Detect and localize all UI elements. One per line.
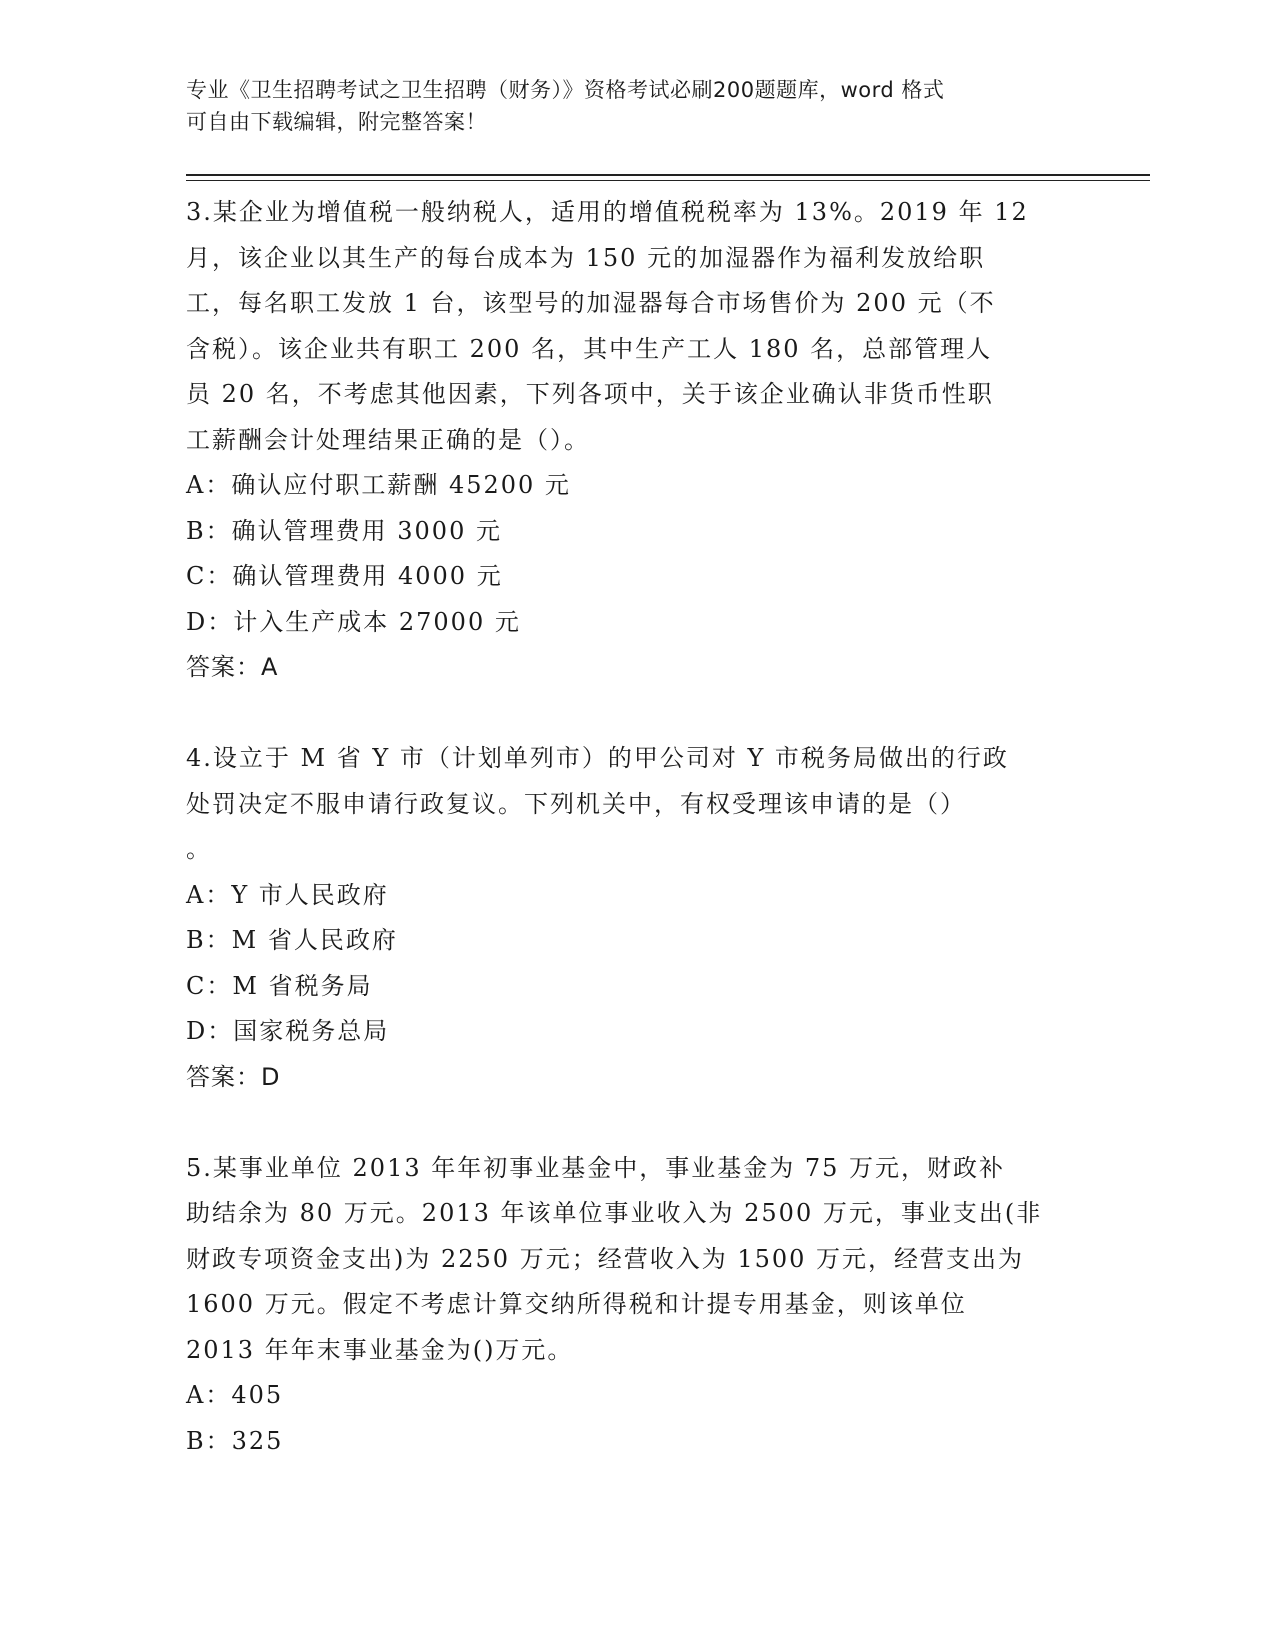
document-header [186, 74, 1066, 138]
option-a: A：405 [186, 1381, 284, 1409]
header-divider-thick [186, 174, 1150, 176]
question-text-line: 工，每名职工发放 1 台，该型号的加湿器每合市场售价为 200 元（不 [186, 289, 996, 317]
question-text-line: 含税）。该企业共有职工 200 名，其中生产工人 180 名，总部管理人 [186, 334, 993, 363]
option-b: B：M 省人民政府 [186, 926, 398, 954]
answer-label: 答案：A [186, 653, 279, 681]
question-text-line: 助结余为 80 万元。2013 年该单位事业收入为 2500 万元，事业支出(非 [186, 1199, 1043, 1227]
answer-label: 答案：D [186, 1062, 281, 1091]
option-a: A：Y 市人民政府 [186, 880, 389, 909]
question-text-line: 4.设立于 M 省 Y 市（计划单列市）的甲公司对 Y 市税务局做出的行政 [186, 744, 1009, 772]
question-text-line: 处罚决定不服申请行政复议。下列机关中，有权受理该申请的是（） [186, 789, 966, 818]
question-text-line: 1600 万元。假定不考虑计算交纳所得税和计提专用基金，则该单位 [186, 1290, 967, 1318]
question-text-line: 。 [186, 835, 212, 863]
question-text-line: 3.某企业为增值税一般纳税人，适用的增值税税率为 13%。2019 年 12 [186, 198, 1029, 226]
header-divider-thin [186, 180, 1150, 181]
question-text-line: 员 20 名，不考虑其他因素，下列各项中，关于该企业确认非货币性职 [186, 380, 994, 408]
question-text-line: 5.某事业单位 2013 年年初事业基金中，事业基金为 75 万元，财政补 [186, 1153, 1006, 1182]
question-text-line: 财政专项资金支出)为 2250 万元；经营收入为 1500 万元，经营支出为 [186, 1244, 1025, 1273]
question-text-line: 工薪酬会计处理结果正确的是（）。 [186, 425, 590, 454]
option-d: D：计入生产成本 27000 元 [186, 607, 521, 636]
question-spacer [186, 1100, 1086, 1146]
header-line-1: 专业《卫生招聘考试之卫生招聘（财务）》资格考试必刷200题题库，word 格式 [186, 78, 945, 102]
option-d: D：国家税务总局 [186, 1017, 390, 1045]
option-b: B：确认管理费用 3000 元 [186, 516, 502, 545]
questions-body [186, 190, 1086, 1464]
question-5 [186, 1146, 1086, 1465]
question-4 [186, 736, 1086, 1100]
option-c: C：确认管理费用 4000 元 [186, 562, 503, 590]
option-b: B：325 [186, 1426, 284, 1455]
question-text-line: 2013 年年末事业基金为()万元。 [186, 1335, 574, 1364]
question-spacer [186, 691, 1086, 737]
question-3 [186, 190, 1086, 691]
question-text-line: 月，该企业以其生产的每台成本为 150 元的加湿器作为福利发放给职 [186, 243, 986, 272]
header-line-2: 可自由下载编辑，附完整答案！ [186, 110, 487, 134]
option-a: A：确认应付职工薪酬 45200 元 [186, 471, 571, 499]
option-c: C：M 省税务局 [186, 971, 373, 1000]
